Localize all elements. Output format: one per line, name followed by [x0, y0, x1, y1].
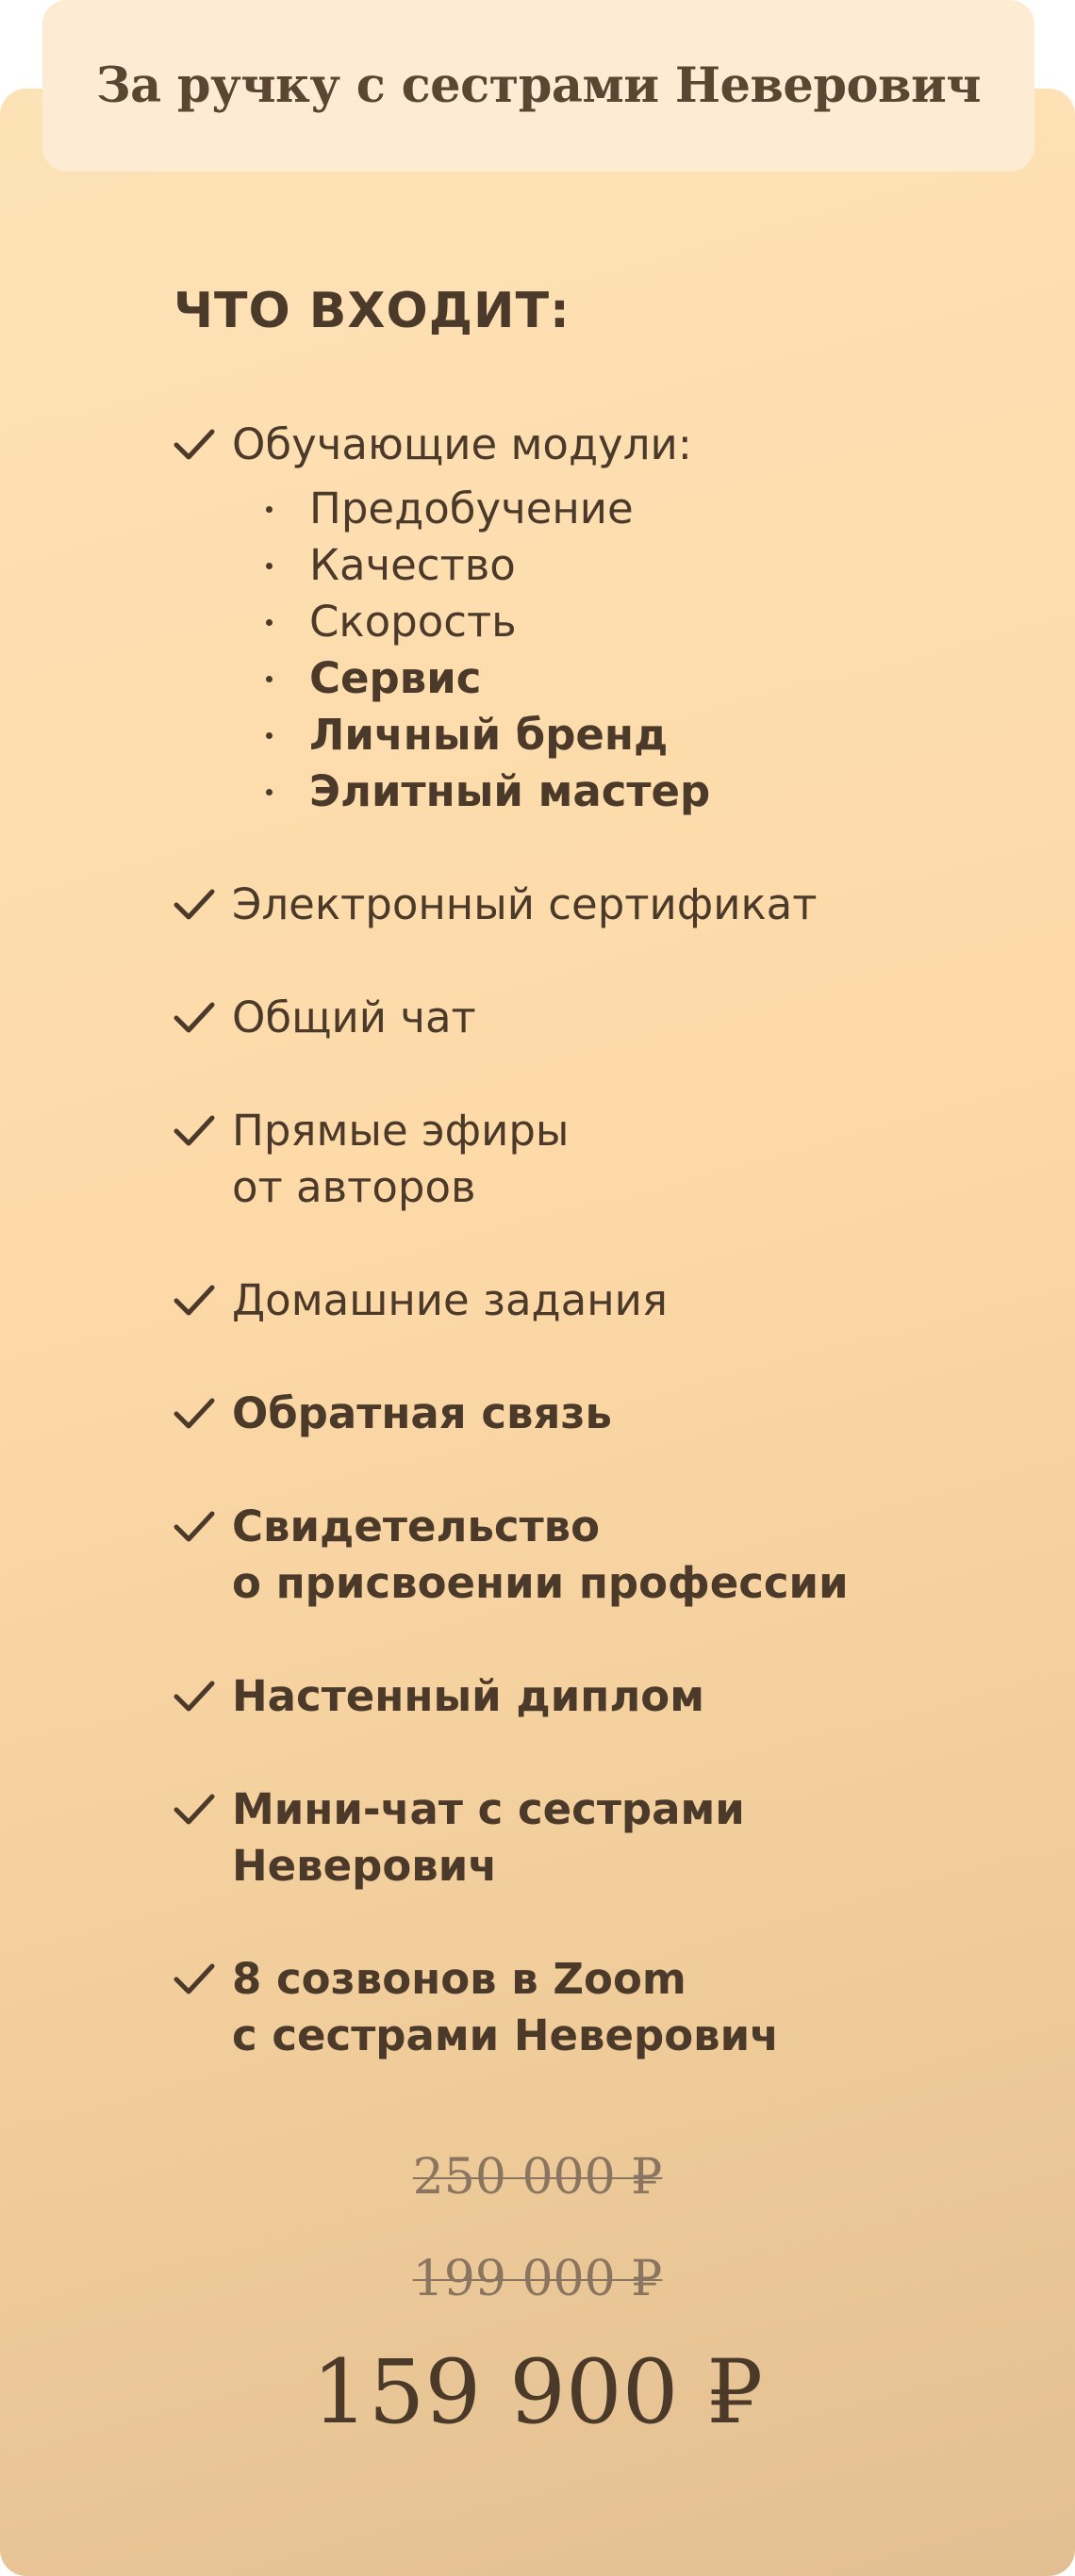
check-icon: [174, 1510, 215, 1544]
check-icon: [174, 888, 215, 922]
feature-item: [174, 1499, 947, 1612]
bullet-dot-icon: [266, 619, 273, 626]
old-price-first: 250 000 ₽: [412, 2149, 663, 2206]
feature-label-line: Домашние задания: [232, 1275, 668, 1325]
feature-label-line: Настенный диплом: [232, 1671, 704, 1721]
check-icon: [174, 1962, 215, 1996]
check-icon: [174, 1114, 215, 1148]
feature-label-line: Прямые эфиры: [232, 1106, 570, 1156]
tariff-title-tab: [42, 0, 1034, 172]
module-item: [309, 650, 947, 707]
feature-item: [174, 1951, 947, 2064]
check-icon: [174, 1397, 215, 1431]
module-label: Качество: [309, 540, 516, 590]
module-label: Личный бренд: [309, 710, 669, 760]
feature-item: [174, 877, 947, 933]
feature-item: [174, 1386, 947, 1442]
feature-label-line: Общий чат: [232, 993, 476, 1042]
check-icon: [174, 1793, 215, 1827]
feature-item: [174, 1272, 947, 1329]
feature-label-line: Обратная связь: [232, 1388, 613, 1438]
price-block: [0, 2149, 1075, 2445]
feature-item: [174, 990, 947, 1046]
feature-label-line: о присвоении профессии: [232, 1558, 849, 1608]
feature-label-line: с сестрами Неверович: [232, 2010, 780, 2060]
current-price: 159 900 ₽: [311, 2341, 764, 2444]
tariff-title: За ручку с сестрами Неверович: [95, 57, 982, 114]
features-list: [174, 417, 947, 2064]
module-item: [309, 537, 947, 594]
feature-item: [174, 417, 947, 820]
feature-item: [174, 1668, 947, 1725]
module-item: [309, 707, 947, 763]
check-icon: [174, 1680, 215, 1714]
old-price-second: 199 000 ₽: [412, 2251, 663, 2307]
check-icon: [174, 428, 215, 462]
feature-item: [174, 1103, 947, 1216]
module-item: [309, 481, 947, 537]
check-icon: [174, 1001, 215, 1035]
bullet-dot-icon: [266, 676, 273, 682]
module-label: Сервис: [309, 653, 482, 703]
module-label: Элитный мастер: [309, 766, 711, 816]
module-label: Скорость: [309, 597, 517, 647]
feature-label-line: Свидетельство: [232, 1501, 601, 1551]
feature-label-line: Электронный сертификат: [232, 879, 818, 929]
module-item: [309, 763, 947, 820]
feature-label-line: от авторов: [232, 1162, 476, 1212]
feature-label-line: 8 созвонов в Zoom: [232, 1954, 686, 2004]
module-label: Предобучение: [309, 484, 634, 533]
bullet-dot-icon: [266, 789, 273, 796]
feature-label-line: Неверович: [232, 1841, 498, 1891]
bullet-dot-icon: [266, 563, 273, 569]
bullet-dot-icon: [266, 506, 273, 513]
includes-section: [174, 273, 947, 2121]
module-item: [309, 594, 947, 650]
feature-label-line: Обучающие модули:: [232, 419, 692, 469]
includes-heading: ЧТО ВХОДИТ:: [174, 283, 571, 339]
check-icon: [174, 1284, 215, 1318]
module-list: [232, 481, 947, 820]
bullet-dot-icon: [266, 732, 273, 739]
feature-item: [174, 1781, 947, 1895]
feature-label-line: Мини-чат с сестрами: [232, 1784, 745, 1834]
